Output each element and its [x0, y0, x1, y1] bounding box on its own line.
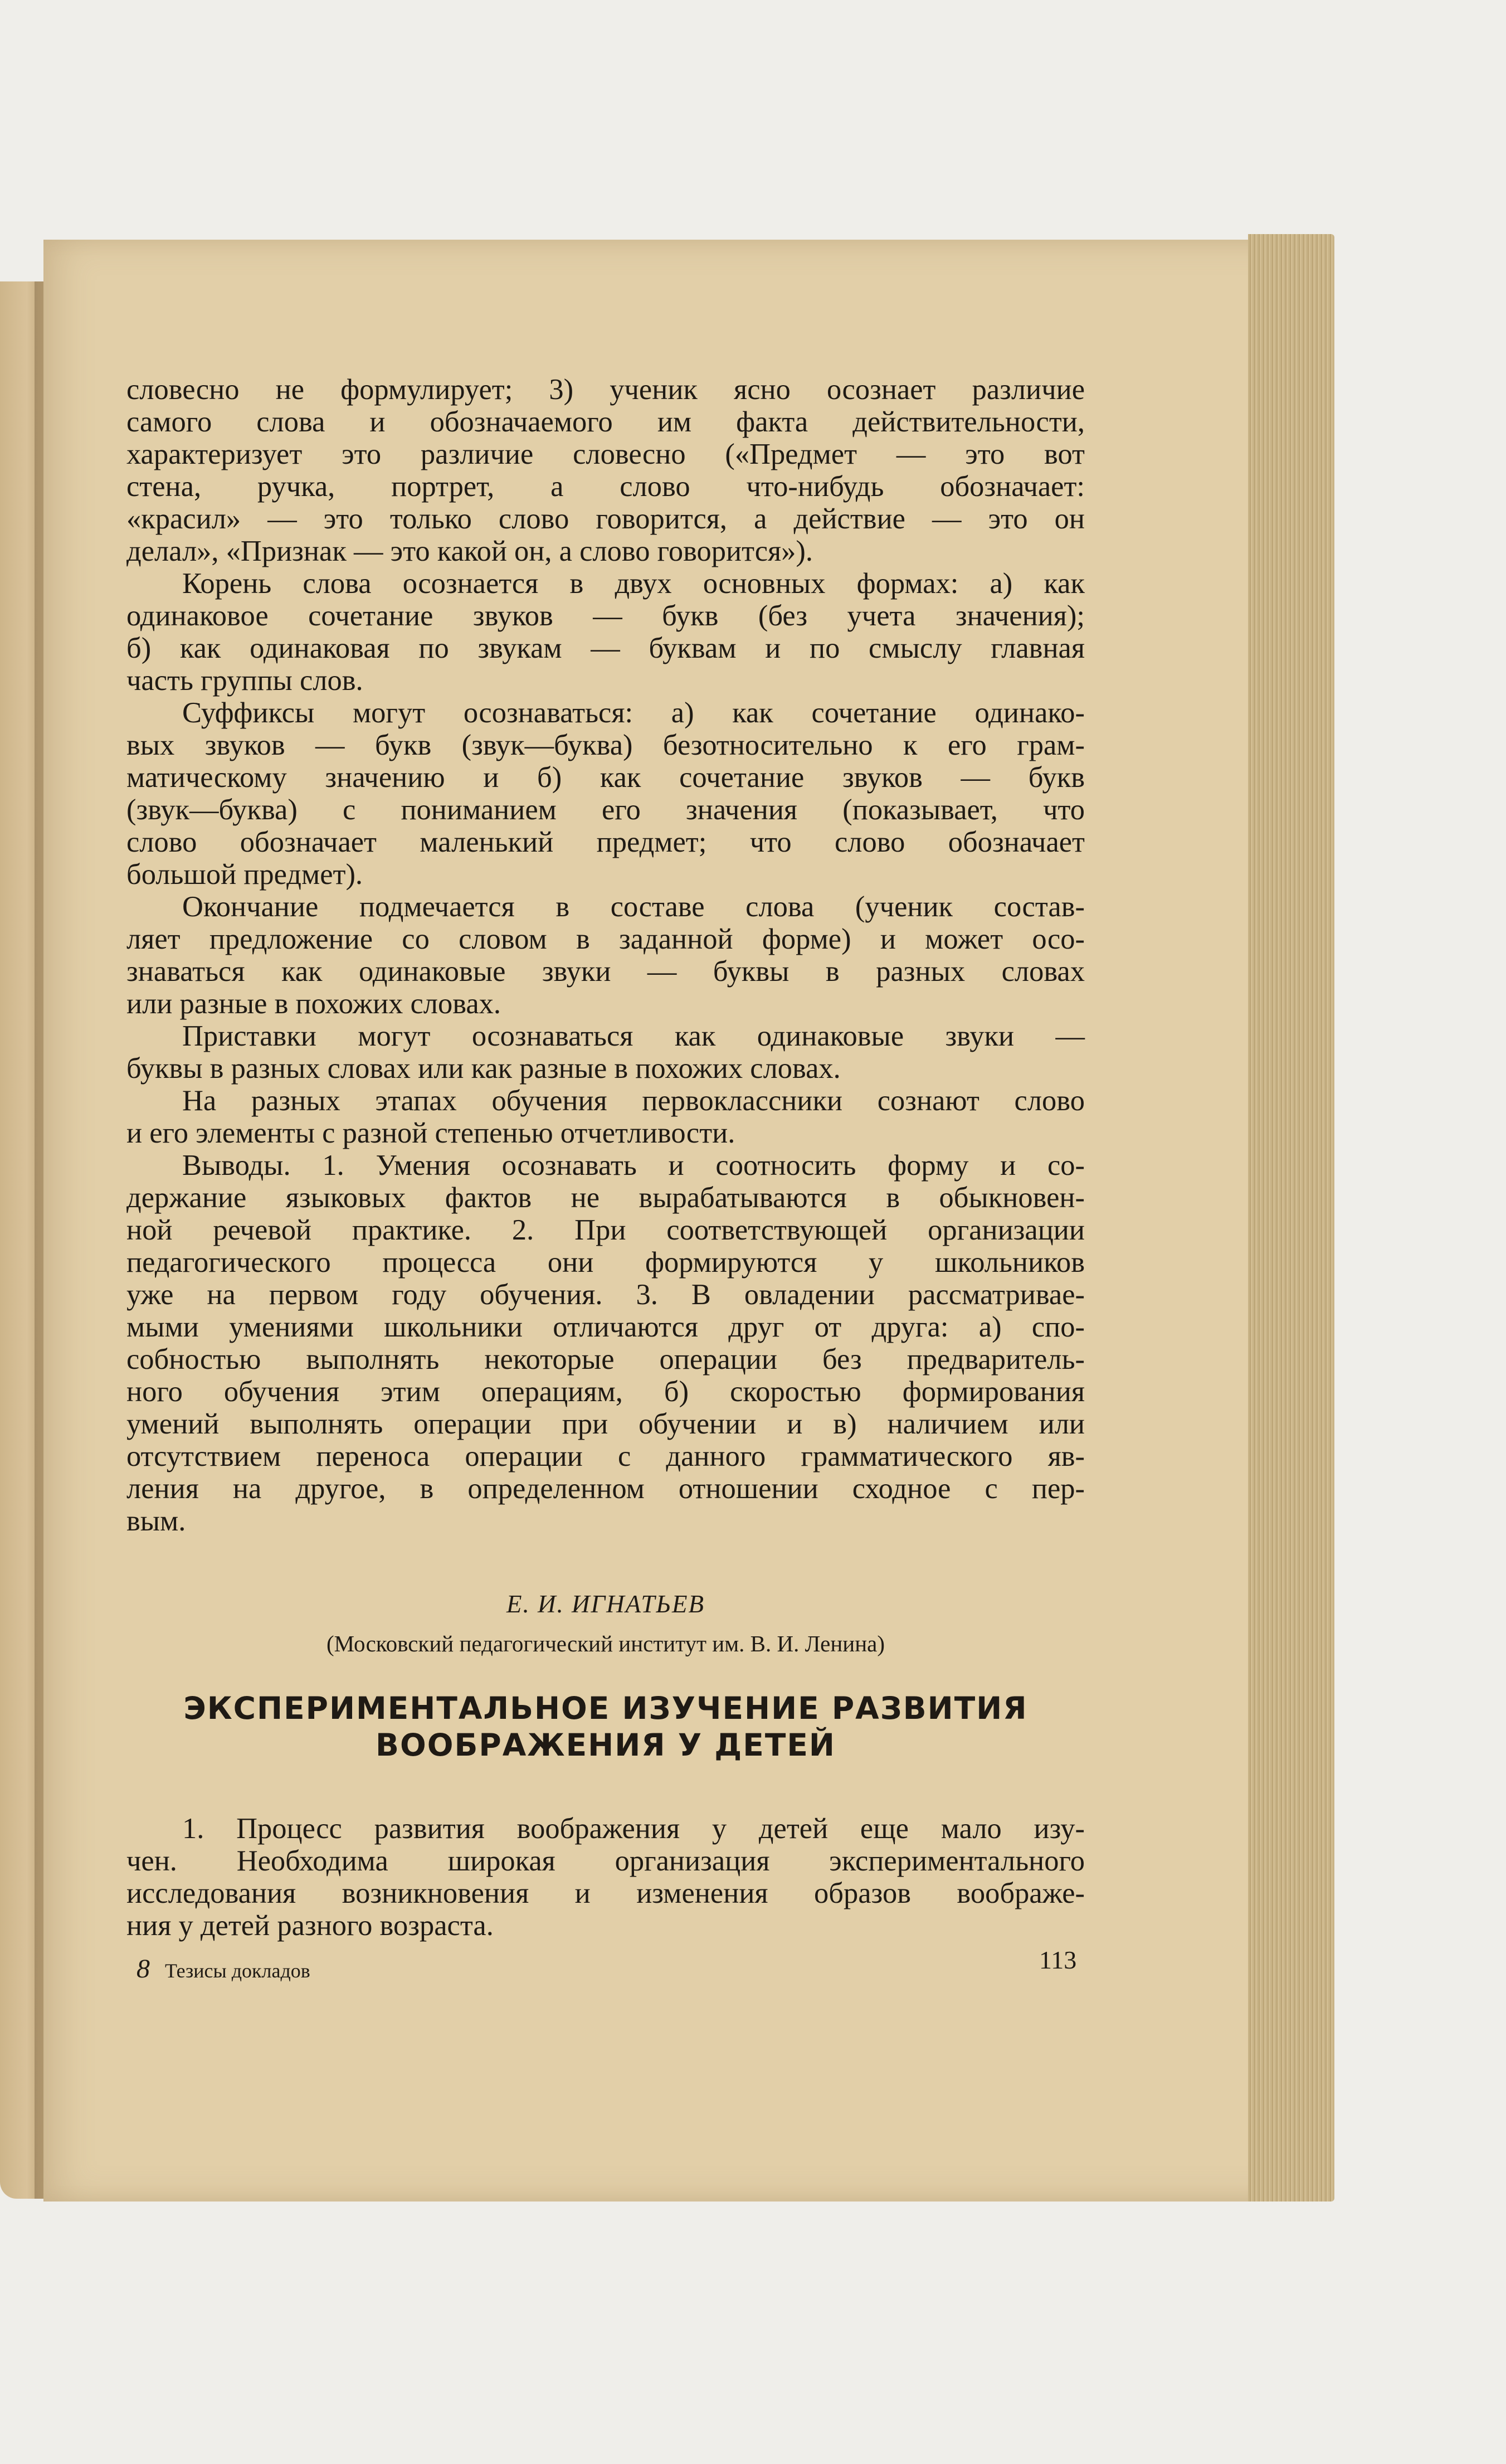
text-line: Корень слова осознается в двух основных формах: а) как	[182, 567, 1085, 600]
signature-text: Тезисы докладов	[165, 1960, 310, 1982]
heading-line-1: ЭКСПЕРИМЕНТАЛЬНОЕ ИЗУЧЕНИЕ РАЗВИТИЯ	[183, 1690, 1028, 1726]
text-line: делал», «Признак — это какой он, а слово говорится»).	[126, 535, 813, 567]
text-line: Суффиксы могут осознаваться: а) как сочетание одинако-	[182, 697, 1085, 729]
text-line: ной речевой практике. 2. При соответствующей организации	[126, 1214, 1085, 1246]
text-line: или разные в похожих словах.	[126, 988, 501, 1020]
text-line: и его элементы с разной степенью отчетливости.	[126, 1117, 735, 1149]
text-line: буквы в разных словах или как разные в похожих словах.	[126, 1052, 841, 1085]
article-heading	[126, 1690, 1085, 1763]
heading-line-2: ВООБРАЖЕНИЯ У ДЕТЕЙ	[376, 1727, 836, 1763]
text-line: ления на другое, в определенном отношении сходное с пер-	[126, 1472, 1085, 1505]
text-line: матическому значению и б) как сочетание звуков — букв	[126, 761, 1085, 794]
text-line: стена, ручка, портрет, а слово что-нибудь обозначает:	[126, 470, 1085, 503]
text-line: словесно не формулирует; 3) ученик ясно осознает различие	[126, 373, 1085, 406]
text-line: ния у детей разного возраста.	[126, 1909, 494, 1942]
text-line: На разных этапах обучения первоклассники сознают слово	[182, 1085, 1085, 1117]
text-line: Окончание подмечается в составе слова (ученик состав-	[182, 891, 1085, 923]
text-line: Выводы. 1. Умения осознавать и соотносить форму и со-	[182, 1149, 1085, 1182]
text-line: собностью выполнять некоторые операции без предваритель-	[126, 1343, 1085, 1376]
text-line: большой предмет).	[126, 858, 363, 891]
text-line: б) как одинаковая по звукам — буквам и по смыслу главная	[126, 632, 1085, 664]
article-body	[126, 1812, 1085, 1942]
text-line: исследования возникновения и изменения образов воображе-	[126, 1877, 1085, 1909]
text-line: знаваться как одинаковые звуки — буквы в разных словах	[126, 955, 1085, 988]
page-number: 113	[1039, 1946, 1077, 1974]
author-affiliation: (Московский педагогический институт им. В. И. Ленина)	[326, 1631, 885, 1656]
text-line: чен. Необходима широкая организация экспериментального	[126, 1845, 1085, 1877]
text-line: держание языковых фактов не вырабатываются в обыкновен-	[126, 1182, 1085, 1214]
text-line: педагогического процесса они формируются у школьников	[126, 1246, 1085, 1279]
text-line: умений выполнять операции при обучении и в) наличием или	[126, 1408, 1085, 1440]
signature-number: 8	[137, 1954, 150, 1984]
text-line: характеризует это различие словесно («Предмет — это вот	[126, 438, 1085, 470]
text-line: одинаковое сочетание звуков — букв (без учета значения);	[126, 600, 1085, 632]
author-name: Е. И. ИГНАТЬЕВ	[506, 1590, 705, 1618]
text-line: мыми умениями школьники отличаются друг от друга: а) спо-	[126, 1311, 1085, 1343]
main-text-block	[126, 373, 1085, 1537]
text-line: Приставки могут осознаваться как одинаковые звуки —	[182, 1020, 1085, 1052]
text-line: «красил» — это только слово говорится, а действие — это он	[126, 503, 1085, 535]
text-line: уже на первом году обучения. 3. В овладении рассматривае-	[126, 1279, 1085, 1311]
text-line: (звук—буква) с пониманием его значения (показывает, что	[126, 794, 1085, 826]
text-line: часть группы слов.	[126, 664, 363, 697]
text-line: отсутствием переноса операции с данного грамматического яв-	[126, 1440, 1085, 1472]
text-line: слово обозначает маленький предмет; что слово обозначает	[126, 826, 1085, 858]
text-line: вым.	[126, 1505, 186, 1537]
text-line: ного обучения этим операциям, б) скоростью формирования	[126, 1376, 1085, 1408]
signature-mark	[137, 1953, 310, 1984]
text-line: 1. Процесс развития воображения у детей еще мало изу-	[182, 1812, 1085, 1845]
text-line: ляет предложение со словом в заданной форме) и может осо-	[126, 923, 1085, 955]
page-stack-edge	[1248, 234, 1334, 2201]
text-line: самого слова и обозначаемого им факта действительности,	[126, 406, 1085, 438]
text-line: вых звуков — букв (звук—буква) безотносительно к его грам-	[126, 729, 1085, 761]
